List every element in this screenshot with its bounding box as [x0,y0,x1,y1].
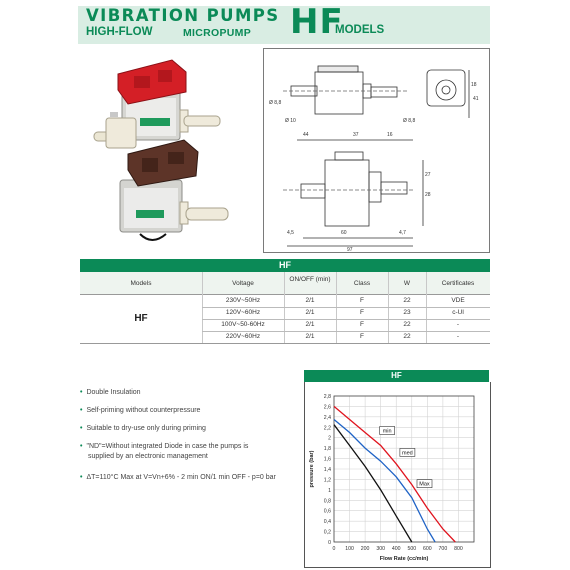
spec-table-header-row [80,272,490,294]
col-models: Models [130,280,152,287]
y-tick-label: 1,2 [323,477,331,484]
red-pump-image [94,60,220,148]
cell-class: F [360,297,364,304]
y-tick-label: 2,4 [323,414,331,421]
y-tick-label: 2,2 [323,425,331,432]
x-tick-label: 500 [407,546,417,552]
spec-model-name: HF [134,313,148,324]
cell-on-off: 2/1 [305,333,315,340]
series-label-med: med [402,450,413,457]
pressure-flow-chart [304,382,491,569]
x-tick-label: 100 [345,546,354,552]
y-tick-label: 2,6 [323,404,331,411]
y-tick-label: 2,8 [323,394,331,400]
series-line-min [334,425,412,542]
y-tick-label: 0,6 [323,508,331,515]
cell-on-off: 2/1 [305,321,315,328]
bullet-icon: • [80,474,83,481]
bullet-icon: • [80,407,83,414]
cell-certificate: - [456,333,460,340]
dim-side-a: 18 [471,82,477,88]
spec-table-title: HF [80,259,490,272]
y-tick-label: 1,6 [323,456,331,463]
col-on-off: ON/OFF (min) [289,276,331,283]
feature-item: • Double Insulation [80,389,141,396]
y-tick-label: 2 [328,435,331,442]
subtitle-high-flow: HIGH-FLOW [86,26,153,38]
cell-voltage: 100V~50-60Hz [221,321,265,328]
x-axis-label: Flow Rate (cc/min) [379,556,429,562]
feature-item: • Self-priming without counterpressure [80,407,201,414]
dim-front-right-b: 28 [425,192,431,198]
subtitle-micropump: MICROPUMP [183,27,252,39]
dim-side-b: 41 [473,96,479,102]
dim-front-bottom-a: 4,5 [287,230,294,236]
y-tick-label: 0,8 [323,498,331,505]
dim-top-left-a: Ø 8,8 [269,100,282,106]
cell-on-off: 2/1 [305,309,315,316]
cell-certificate: c-Ul [452,309,464,316]
cell-voltage: 120V~60Hz [225,309,261,316]
bullet-icon: • [80,443,83,450]
cell-w: 22 [403,297,411,304]
x-tick-label: 0 [332,546,336,552]
feature-item: • "ND"=Without integrated Diode in case the pumps is [80,443,249,450]
y-tick-label: 0 [328,540,331,546]
cell-voltage: 230V~50Hz [225,297,261,304]
col-w: W [403,280,411,287]
x-tick-label: 600 [423,546,432,552]
series-label-max: Max [419,481,430,488]
x-tick-label: 400 [391,546,401,552]
bullet-icon: • [80,389,83,396]
models-label: MODELS [335,24,385,36]
y-tick-label: 1 [328,487,331,494]
dim-front-bottom-b: 60 [341,230,347,236]
feature-item: • ΔT=110°C Max at V=Vn+6% - 2 min ON/1 min OFF - p=0 bar [80,474,276,481]
dim-front-top-c: 16 [387,132,393,138]
cell-certificate: VDE [451,297,465,304]
y-tick-label: 0,2 [323,529,331,536]
cell-voltage: 220V~60Hz [225,333,261,340]
col-class: Class [353,280,371,287]
chart-title: HF [304,370,489,382]
cell-class: F [360,321,364,328]
x-tick-label: 800 [454,546,463,552]
bullet-icon: • [80,425,83,432]
technical-drawing [263,48,490,253]
y-tick-label: 1,8 [323,446,331,453]
cell-class: F [360,333,364,340]
y-tick-label: 0,4 [323,519,331,526]
col-voltage: Voltage [232,280,254,287]
col-certificates: Certificates [441,280,475,287]
series-label-min: min [382,428,392,435]
cell-certificate: - [456,321,460,328]
table-bottom-line [80,343,490,344]
y-tick-label: 1,4 [323,467,331,473]
feature-item: • Suitable to dry-use only during priming [80,425,206,432]
feature-item-continued: supplied by an electronic management [88,453,208,460]
dim-front-bottom-c: 4,7 [399,230,406,236]
x-tick-label: 300 [376,546,385,552]
cell-w: 23 [403,309,411,316]
dim-top-right: Ø 8,8 [403,118,416,124]
cell-on-off: 2/1 [305,297,315,304]
x-tick-label: 700 [438,546,448,552]
cell-w: 22 [403,333,411,340]
page-title: VIBRATION PUMPS [86,6,280,25]
cell-w: 22 [403,321,411,328]
brown-pump-image [120,140,228,240]
cell-class: F [360,309,364,316]
y-axis-label: pressure (bar) [309,450,315,488]
dim-front-top-b: 37 [353,132,359,138]
x-tick-label: 200 [360,546,370,552]
pump-photo [80,50,260,255]
dim-front-overall: 97 [347,247,353,253]
dim-front-top-a: 44 [303,132,309,138]
dim-front-right-a: 27 [425,172,431,178]
dim-top-left-b: Ø 10 [285,118,296,124]
model-code: HF [290,2,344,42]
